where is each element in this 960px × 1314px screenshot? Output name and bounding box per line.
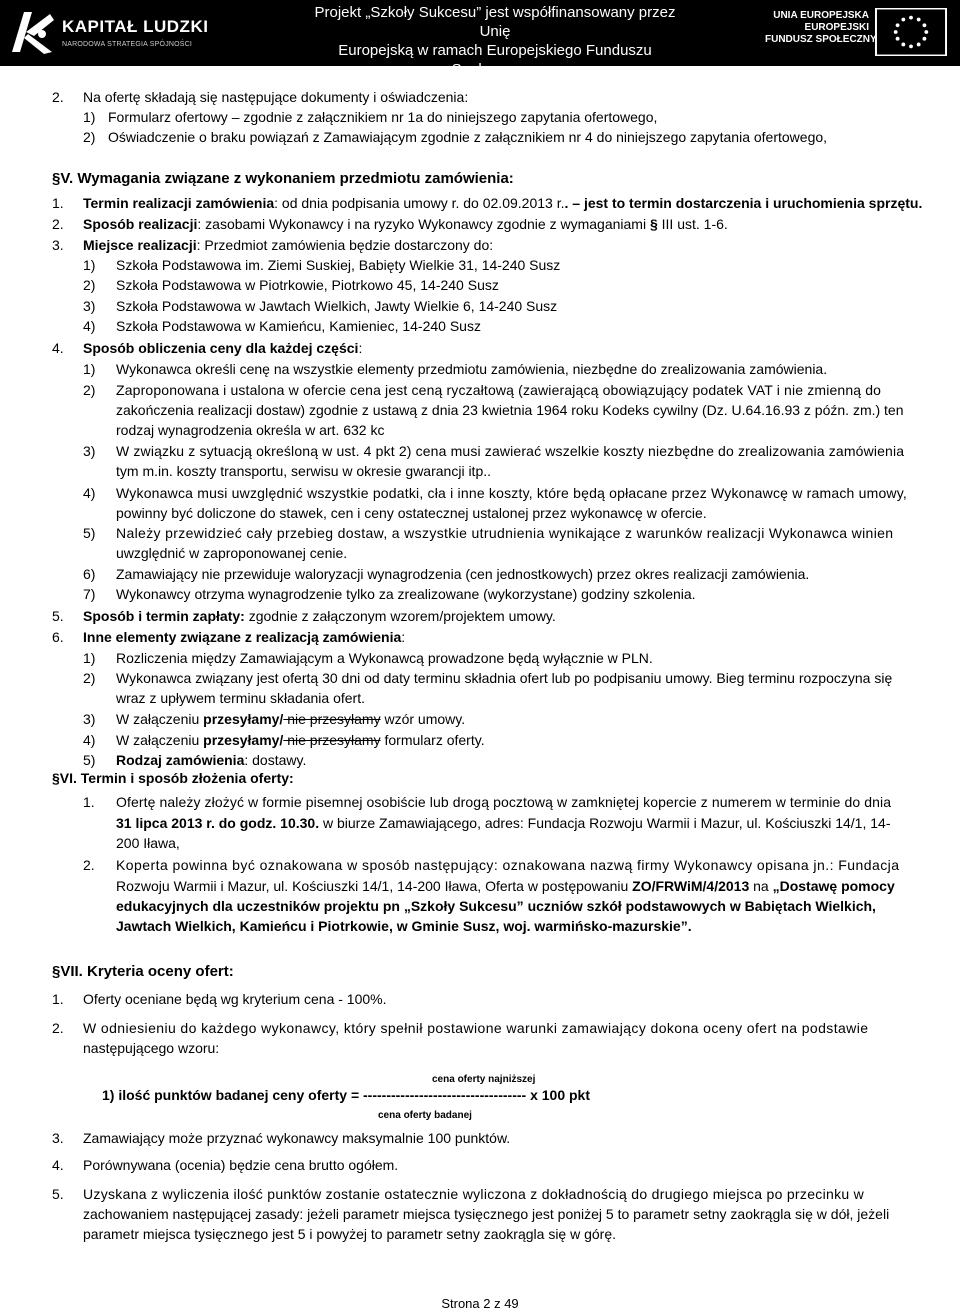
vii-p2-line1: W odniesieniu do każdego wykonawcy, który spełnił postawione warunki zamawiający dokona oceny ofert na podstawie [83, 1020, 869, 1036]
e1-num: 1) [83, 650, 96, 666]
vi-p1-line1: Ofertę należy złożyć w formie pisemnej osobiście lub drogą pocztową w zamkniętej kopercie z numerem w terminie do dnia [116, 794, 892, 810]
e2-line2: wraz z upływem terminu składania ofert. [116, 690, 365, 706]
section-vii-heading: §VII. Kryteria oceny ofert: [52, 963, 234, 980]
vi-p2-line4: Jawtach Wielkich, Kamieńcu i Piotrkowie, w Gminie Susz, woj. warmińsko-mazurskie”. [116, 918, 692, 934]
vii-p3-num: 3. [52, 1130, 64, 1146]
vii-p3: Zamawiający może przyznać wykonawcy maksymalnie 100 punktów. [83, 1130, 511, 1146]
formula-main: 1) ilość punktów badanej ceny oferty = ----------------------------------- x 100 pkt [102, 1087, 590, 1103]
c6-num: 6) [83, 566, 96, 582]
c5-line2: uwzględnić w zaproponowanej cenie. [116, 545, 348, 561]
loc2: Szkoła Podstawowa w Piotrkowie, Piotrkowo 45, 14-240 Susz [116, 277, 499, 293]
e4-text: W załączeniu przesyłamy/ nie przesyłamy formularz oferty. [116, 732, 485, 748]
c2-line3: rodzaj wynagrodzenia określa w art. 632 kc [116, 422, 385, 438]
c2-num: 2) [83, 382, 96, 398]
section-vi-heading: §VI. Termin i sposób złożenia oferty: [52, 770, 294, 786]
loc4: Szkoła Podstawowa w Kamieńcu, Kamieniec, 14-240 Susz [116, 318, 481, 334]
vi-p1-num: 1. [83, 794, 95, 810]
kapital-ludzki-subtitle: NARODOWA STRATEGIA SPÓJNOŚCI [62, 41, 193, 48]
kapital-ludzki-emblem-icon [6, 4, 58, 60]
v-p1-num: 1. [52, 195, 64, 211]
e5-num: 5) [83, 752, 96, 768]
c2-line1: Zaproponowana i ustalona w ofercie cena jest ceną ryczałtową (zawierającą obowiązujący podatek VAT i nie zmienną do [116, 382, 882, 398]
vii-p5-line2: zachowaniem następującej zasady: jeżeli parametr miejsca tysięcznego jest poniżej 5 to parametr setny zaokrągla się w dół, jeżeli [83, 1206, 890, 1222]
c6: Zamawiający nie przewiduje waloryzacji wynagrodzenia (cen jednostkowych) przez okres realizacji zamówienia. [116, 566, 810, 582]
page-number: Strona 2 z 49 [441, 1296, 519, 1311]
c5-line1: Należy przewidzieć cały przebieg dostaw, a wszystkie utrudnienia wynikające z warunków realizacji Wykonawca winien [116, 525, 894, 541]
vii-p5-num: 5. [52, 1186, 64, 1202]
loc3: Szkoła Podstawowa w Jawtach Wielkich, Jawty Wielkie 6, 14-240 Susz [116, 298, 558, 314]
e1: Rozliczenia między Zamawiającym a Wykonawcą prowadzone będą wyłącznie w PLN. [116, 650, 653, 666]
v-p2-text: Sposób realizacji: zasobami Wykonawcy i na ryzyko Wykonawcy zgodnie z wymaganiami § III ust. 1-6. [83, 216, 728, 232]
v-p3-text: Miejsce realizacji: Przedmiot zamówienia będzie dostarczony do: [83, 237, 494, 253]
c7: Wykonawcy otrzyma wynagrodzenie tylko za zrealizowane (wykorzystane) godziny szkolenia. [116, 586, 696, 602]
e2-num: 2) [83, 670, 96, 686]
vi-p2-num: 2. [83, 857, 95, 873]
p2-text: Na ofertę składają się następujące dokumenty i oświadczenia: [83, 89, 469, 105]
v-p5-text: Sposób i termin zapłaty: zgodnie z załączonym wzorem/projektem umowy. [83, 608, 556, 624]
formula-denominator: cena oferty badanej [378, 1110, 472, 1121]
vii-p1-num: 1. [52, 991, 64, 1007]
eu-logo-text: UNIA EUROPEJSKA EUROPEJSKI FUNDUSZ SPOŁECZNY [765, 10, 877, 45]
eu-logo [765, 6, 955, 60]
v-p3-num: 3. [52, 237, 64, 253]
vii-p2-num: 2. [52, 1020, 64, 1036]
vi-p2-line3: edukacyjnych dla uczestników projektu pn „Szkoły Sukcesu” uczniów szkół podstawowych w Babiętach Wielkich, [116, 898, 876, 914]
v-p6-text: Inne elementy związane z realizacją zamówienia: [83, 629, 406, 645]
formula-numerator: cena oferty najniższej [432, 1074, 536, 1085]
c4-num: 4) [83, 485, 96, 501]
p2-item2: Oświadczenie o braku powiązań z Zamawiającym zgodnie z załącznikiem nr 4 do niniejszego zapytania ofertowego, [108, 129, 828, 145]
c4-line1: Wykonawca musi uwzględnić wszystkie podatki, cła i inne koszty, które będą opłacane przez Wykonawcę w ramach umowy, [116, 485, 907, 501]
v-p4-num: 4. [52, 340, 64, 356]
v-p4-text: Sposób obliczenia ceny dla każdej części: [83, 340, 363, 356]
vii-p1: Oferty oceniane będą wg kryterium cena - 100%. [83, 991, 387, 1007]
project-title: Projekt „Szkoły Sukcesu” jest współfinansowany przez Unię Europejską w ramach Europejskiego Funduszu Społecznego Programu Operacyjnego Kapitał Ludzki [314, 4, 676, 97]
c5-num: 5) [83, 525, 96, 541]
kapital-ludzki-title: KAPITAŁ LUDZKI [62, 17, 209, 36]
vi-p1-line3: 200 Iława, [116, 835, 180, 851]
vii-p2-line2: następującego wzoru: [83, 1040, 220, 1056]
vi-p2-line1: Koperta powinna być oznakowana w sposób następujący: oznakowana nazwą firmy Wykonawcy opisana jn.: Fundacja [116, 857, 900, 873]
section-v-heading: §V. Wymagania związane z wykonaniem przedmiotu zamówienia: [52, 170, 514, 187]
c3-line2: tym m.in. koszty transportu, serwisu w okresie gwarancji itp.. [116, 463, 492, 479]
e5-text: Rodzaj zamówienia: dostawy. [116, 752, 307, 768]
loc1-num: 1) [83, 257, 96, 273]
loc4-num: 4) [83, 318, 96, 334]
vi-p2-line2: Rozwoju Warmii i Mazur, ul. Kościuszki 14/1, 14-200 Iława, Oferta w postępowaniu ZO/FRWiM/4/2013 na „Dostawę pomocy [116, 878, 895, 894]
e4-num: 4) [83, 732, 96, 748]
vii-p5-line1: Uzyskana z wyliczenia ilość punktów zostanie ostatecznie wyliczona z dokładnością do drugiego miejsca po przecinku w [83, 1186, 865, 1202]
p2-item1: Formularz ofertowy – zgodnie z załącznikiem nr 1a do niniejszego zapytania ofertowego, [108, 109, 658, 125]
vi-p1-line2: 31 lipca 2013 r. do godz. 10.30. w biurze Zamawiającego, adres: Fundacja Rozwoju Warmii i Mazur, ul. Kościuszki 14/1, 14- [116, 815, 891, 831]
c4-line2: powinny być doliczone do stawek, cen i ceny ostatecznej ustalonej przez wykonawcę w ofercie. [116, 505, 707, 521]
loc2-num: 2) [83, 277, 96, 293]
loc3-num: 3) [83, 298, 96, 314]
v-p1-text: Termin realizacji zamówienia: od dnia podpisania umowy r. do 02.09.2013 r.. – jest to termin dostarczenia i uruchomienia sprzętu. [83, 195, 923, 211]
v-p5-num: 5. [52, 608, 64, 624]
e3-num: 3) [83, 711, 96, 727]
loc1: Szkoła Podstawowa im. Ziemi Suskiej, Babięty Wielkie 31, 14-240 Susz [116, 257, 561, 273]
vii-p4: Porównywana (ocenia) będzie cena brutto ogółem. [83, 1157, 399, 1173]
c1-num: 1) [83, 361, 96, 377]
c1: Wykonawca określi cenę na wszystkie elementy przedmiotu zamówienia, niezbędne do zrealizowania zamówienia. [116, 361, 828, 377]
p2-item1-num: 1) [83, 109, 96, 125]
v-p6-num: 6. [52, 629, 64, 645]
p2-item2-num: 2) [83, 129, 96, 145]
p2-number: 2. [52, 89, 64, 105]
kapital-ludzki-logo [6, 4, 209, 62]
c7-num: 7) [83, 586, 96, 602]
c3-num: 3) [83, 443, 96, 459]
e2-line1: Wykonawca związany jest ofertą 30 dni od daty terminu składnia ofert lub po podpisaniu umowy. Bieg terminu rozpoczyna się [116, 670, 893, 686]
v-p2-num: 2. [52, 216, 64, 232]
vii-p4-num: 4. [52, 1157, 64, 1173]
c2-line2: zakończenia realizacji dostaw) zgodnie z ustawą z dnia 23 kwietnia 1964 roku Kodeks cywilny (Dz. U.64.16.93 z późn. zm.) ten [116, 402, 904, 418]
vii-p5-line3: parametr miejsca tysięcznego jest 5 i powyżej to parametr setny zaokrągla się w górę. [83, 1226, 617, 1242]
c3-line1: W związku z sytuacją określoną w ust. 4 pkt 2) cena musi zawierać wszelkie koszty niezbędne do zrealizowania zamówienia [116, 443, 905, 459]
e3-text: W załączeniu przesyłamy/ nie przesyłamy wzór umowy. [116, 711, 466, 727]
eu-flag-icon [875, 8, 947, 56]
